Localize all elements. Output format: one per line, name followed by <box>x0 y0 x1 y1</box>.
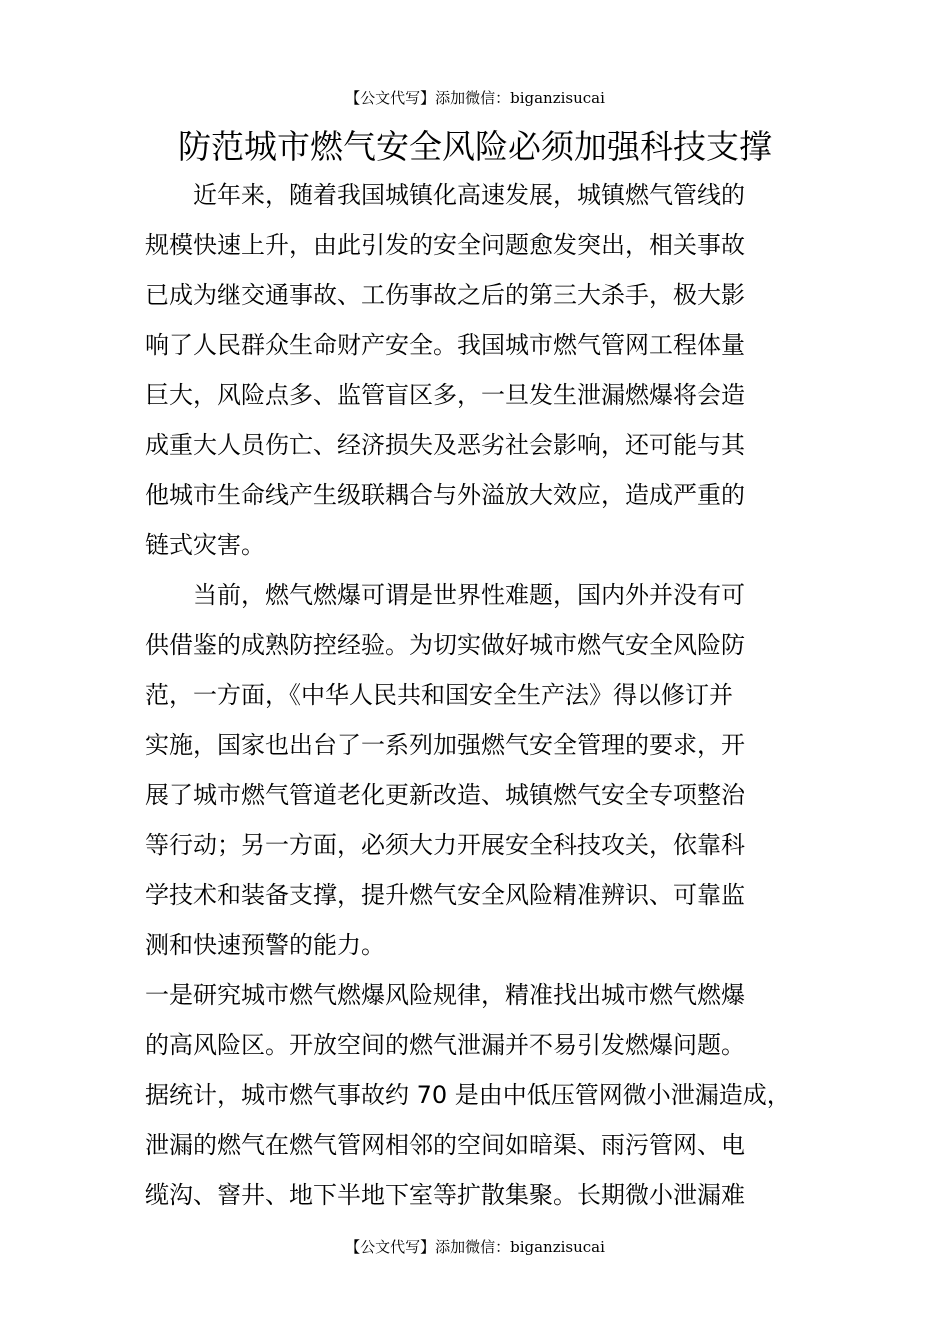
text-line: 等行动；另一方面，必须大力开展安全科技攻关，依靠科 <box>145 831 745 859</box>
text-line: 近年来，随着我国城镇化高速发展，城镇燃气管线的 <box>193 181 745 209</box>
paragraph-1 <box>145 170 835 570</box>
text-line: 学技术和装备支撑，提升燃气安全风险精准辨识、可靠监 <box>145 881 745 909</box>
text-line: 一是研究城市燃气燃爆风险规律，精准找出城市燃气燃爆 <box>145 981 745 1009</box>
text-line: 范，一方面，《中华人民共和国安全生产法》得以修订并 <box>145 681 733 709</box>
text-line: 响了人民群众生命财产安全。我国城市燃气管网工程体量 <box>145 331 745 359</box>
text-line: 展了城市燃气管道老化更新改造、城镇燃气安全专项整治 <box>145 781 745 809</box>
page-footer: 【公文代写】添加微信：biganzisucai <box>345 1238 605 1256</box>
document-title: 防范城市燃气安全风险必须加强科技支撑 <box>178 127 772 166</box>
text-line: 泄漏的燃气在燃气管网相邻的空间如暗渠、雨污管网、电 <box>145 1131 745 1159</box>
text-line: 成重大人员伤亡、经济损失及恶劣社会影响，还可能与其 <box>145 431 745 459</box>
paragraph-3 <box>145 970 835 1220</box>
page-header: 【公文代写】添加微信：biganzisucai <box>345 89 605 107</box>
text-line: 巨大，风险点多、监管盲区多，一旦发生泄漏燃爆将会造 <box>145 381 745 409</box>
document-body <box>145 170 835 1220</box>
text-line: 已成为继交通事故、工伤事故之后的第三大杀手，极大影 <box>145 281 745 309</box>
text-line: 供借鉴的成熟防控经验。为切实做好城市燃气安全风险防 <box>145 631 745 659</box>
text-line: 链式灾害。 <box>145 531 265 559</box>
text-line: 当前，燃气燃爆可谓是世界性难题，国内外并没有可 <box>193 581 745 609</box>
text-line: 缆沟、窨井、地下半地下室等扩散集聚。长期微小泄漏难 <box>145 1181 745 1209</box>
text-line: 他城市生命线产生级联耦合与外溢放大效应，造成严重的 <box>145 481 745 509</box>
text-line: 据统计，城市燃气事故约 70 是由中低压管网微小泄漏造成， <box>145 1081 791 1109</box>
text-line: 规模快速上升，由此引发的安全问题愈发突出，相关事故 <box>145 231 745 259</box>
paragraph-2 <box>145 570 835 970</box>
text-line: 实施，国家也出台了一系列加强燃气安全管理的要求，开 <box>145 731 745 759</box>
text-line: 的高风险区。开放空间的燃气泄漏并不易引发燃爆问题。 <box>145 1031 745 1059</box>
text-line: 测和快速预警的能力。 <box>145 931 385 959</box>
